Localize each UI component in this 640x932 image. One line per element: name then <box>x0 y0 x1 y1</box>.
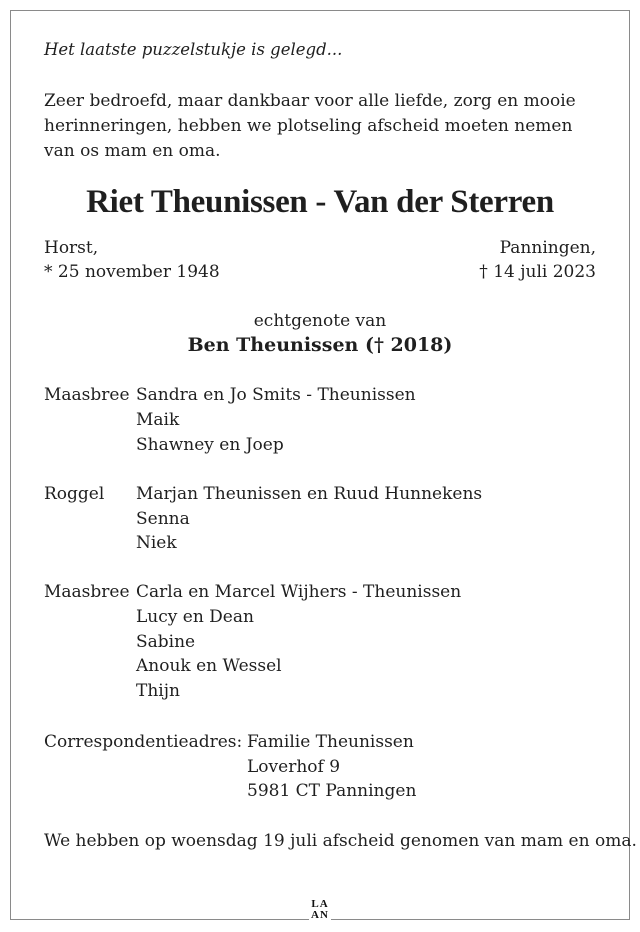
correspondence-line: 5981 CT Panningen <box>247 781 417 801</box>
family-member: Lucy en Dean <box>136 607 254 627</box>
intro-line: Het laatste puzzelstukje is gelegd... <box>44 40 343 59</box>
family-place: Maasbree <box>44 582 130 602</box>
logo-bottom: AN <box>311 909 329 921</box>
birth-date: * 25 november 1948 <box>44 262 220 282</box>
family-member: Anouk en Wessel <box>136 656 282 676</box>
correspondence-label: Correspondentieadres: <box>44 732 243 752</box>
correspondence-line: Loverhof 9 <box>247 757 341 777</box>
spouse-label: echtgenote van <box>253 311 387 331</box>
deceased-name: Riet Theunissen - Van der Sterren <box>86 184 554 220</box>
family-place: Maasbree <box>44 385 130 405</box>
family-member: Niek <box>136 533 177 553</box>
laan-logo <box>309 899 331 927</box>
family-member: Carla en Marcel Wijhers - Theunissen <box>136 582 462 602</box>
farewell-line: We hebben op woensdag 19 juli afscheid genomen van mam en oma. <box>44 831 637 851</box>
family-member: Maik <box>136 410 180 430</box>
family-member: Marjan Theunissen en Ruud Hunnekens <box>136 484 483 504</box>
family-member: Sabine <box>136 632 196 652</box>
birth-place: Horst, <box>44 238 99 258</box>
family-member: Senna <box>136 509 190 529</box>
family-member: Sandra en Jo Smits - Theunissen <box>136 385 416 405</box>
family-member: Shawney en Joep <box>136 435 284 455</box>
death-place: Panningen, <box>499 238 596 258</box>
correspondence-line: Familie Theunissen <box>247 732 414 752</box>
death-date: † 14 juli 2023 <box>479 262 596 282</box>
family-place: Roggel <box>44 484 105 504</box>
family-member: Thijn <box>136 681 180 701</box>
spouse-name: Ben Theunissen († 2018) <box>187 334 453 356</box>
intro-paragraph: Zeer bedroefd, maar dankbaar voor alle liefde, zorg en mooie herinneringen, hebben we plotseling afscheid moeten nemen van os mam en oma. <box>44 91 576 161</box>
logo-top: LA <box>311 898 329 910</box>
